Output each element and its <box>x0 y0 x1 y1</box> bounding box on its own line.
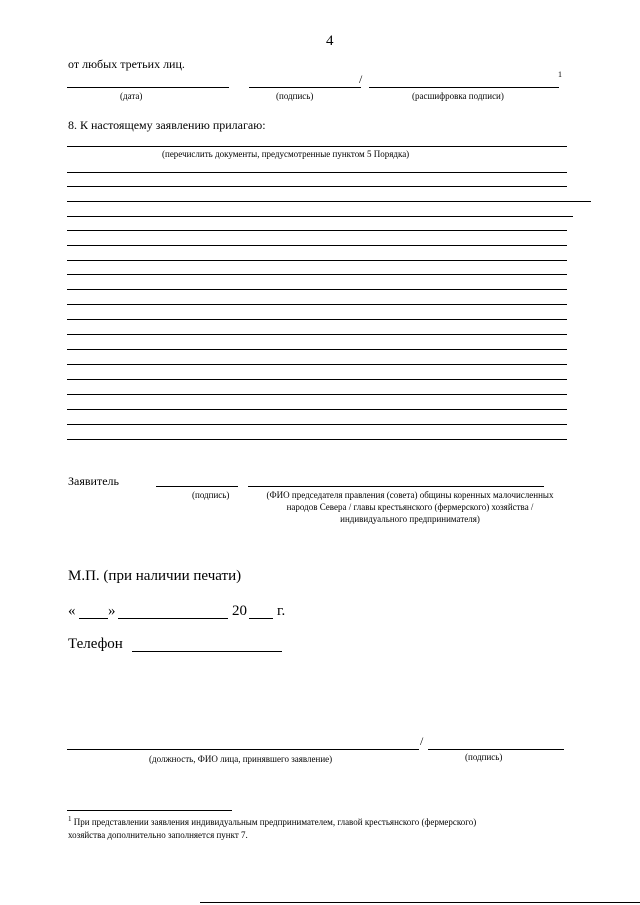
attachment-line[interactable] <box>67 289 567 290</box>
month-field[interactable] <box>118 618 228 619</box>
footnote-line-1: $^1$ При представлении заявления индивидуальным предпринимателем, главой крестьянского (фермерского) <box>68 815 477 827</box>
attachment-line[interactable] <box>67 186 567 187</box>
stamp-note: М.П. (при наличии печати) <box>68 568 242 584</box>
date-open-quote: « <box>68 603 76 619</box>
applicant-fio-field[interactable] <box>248 486 544 487</box>
attachment-line[interactable] <box>67 274 567 275</box>
signature-caption: (подпись) <box>276 91 314 101</box>
receiver-position-caption: (должность, ФИО лица, принявшего заявление) <box>149 754 333 764</box>
fio-caption-line-3: индивидуального предпринимателя) <box>340 514 480 524</box>
attachment-line[interactable] <box>67 304 567 305</box>
decoding-caption: (расшифровка подписи) <box>412 91 504 101</box>
continuation-text: от любых третьих лиц. <box>68 57 185 71</box>
phone-field[interactable] <box>132 651 282 652</box>
footnote-mark: 1 <box>558 70 562 79</box>
receiver-position-field[interactable] <box>67 749 419 750</box>
fio-caption-line-2: народов Севера / главы крестьянского (фермерского) хозяйства / <box>286 502 534 512</box>
footnote <box>68 813 588 842</box>
attachments-caption: (перечислить документы, предусмотренные пунктом 5 Порядка) <box>162 149 410 159</box>
bottom-edge-line <box>200 902 640 903</box>
applicant-fio-caption <box>254 489 566 525</box>
receiver-signature-field[interactable] <box>428 749 564 750</box>
slash-separator: / <box>359 72 363 86</box>
page-number: 4 <box>326 33 334 49</box>
attachment-line[interactable] <box>67 394 567 395</box>
attachment-line[interactable] <box>67 424 567 425</box>
attachment-line[interactable] <box>67 172 567 173</box>
attachment-line[interactable] <box>67 364 567 365</box>
footnote-separator <box>67 810 232 811</box>
year-suffix: г. <box>277 603 286 619</box>
date-close-quote: » <box>108 603 116 619</box>
attachment-line[interactable] <box>67 230 567 231</box>
applicant-signature-caption: (подпись) <box>192 490 230 500</box>
attachment-line[interactable] <box>67 409 567 410</box>
attachment-line[interactable] <box>67 201 591 202</box>
date-caption: (дата) <box>120 91 143 101</box>
receiver-signature-caption: (подпись) <box>465 752 503 762</box>
signature-field[interactable] <box>249 87 361 88</box>
footnote-line-2: хозяйства дополнительно заполняется пункт 7. <box>68 830 248 840</box>
attachment-line[interactable] <box>67 379 567 380</box>
applicant-signature-field[interactable] <box>156 486 238 487</box>
date-field[interactable] <box>67 87 229 88</box>
signature-decoding-field[interactable] <box>369 87 559 88</box>
acceptance-slash: / <box>420 734 424 748</box>
attachment-line[interactable] <box>67 319 567 320</box>
attachment-line[interactable] <box>67 334 567 335</box>
attachments-first-line[interactable] <box>67 146 567 147</box>
section-8-heading: 8. К настоящему заявлению прилагаю: <box>68 118 266 132</box>
applicant-label: Заявитель <box>68 474 119 488</box>
phone-label: Телефон <box>68 636 123 652</box>
footnote-number: 1 <box>68 815 72 823</box>
day-field[interactable] <box>79 618 108 619</box>
year-field[interactable] <box>249 618 273 619</box>
year-prefix: 20 <box>232 603 247 619</box>
attachment-line[interactable] <box>67 245 567 246</box>
attachment-line[interactable] <box>67 260 567 261</box>
attachment-line[interactable] <box>67 349 567 350</box>
fio-caption-line-1: (ФИО председателя правления (совета) общины коренных малочисленных <box>266 490 554 500</box>
attachment-line[interactable] <box>67 439 567 440</box>
attachment-line[interactable] <box>67 216 573 217</box>
